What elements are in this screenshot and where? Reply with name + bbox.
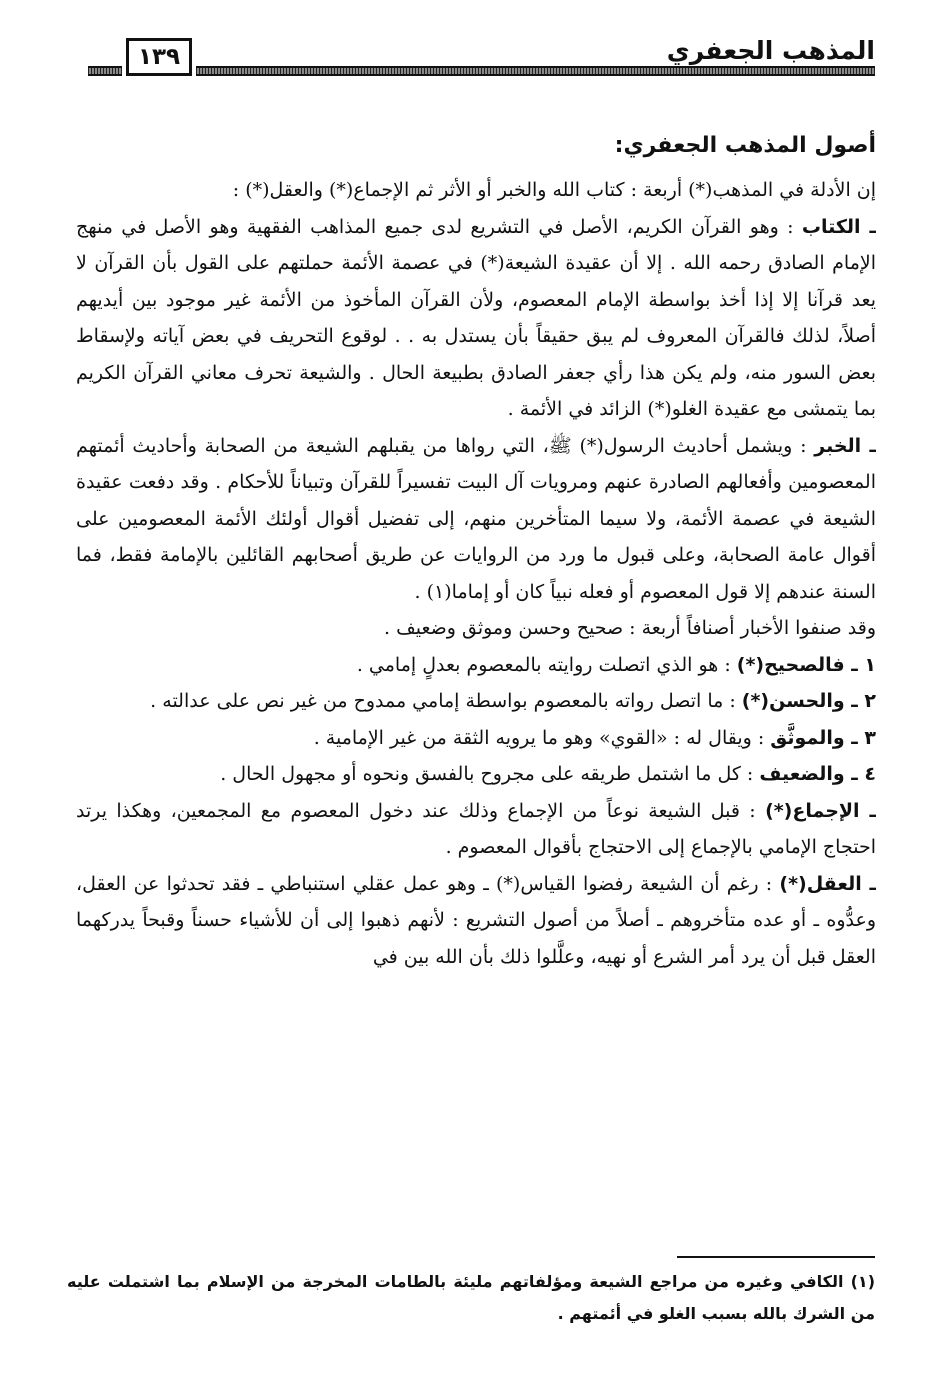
header-rule — [88, 66, 875, 76]
paragraph: ٢ ـ والحسن(*) : ما اتصل رواته بالمعصوم بواسطة إمامي ممدوح من غير نص على عدالته . — [150, 690, 876, 712]
paragraph: ـ الإجماع(*) : قبل الشيعة نوعاً من الإجماع وذلك عند دخول المعصوم مع المجمعين، وهكذا يرتد احتجاج الإمامي بالإجماع إلى الاحتجاج بأقوال المعصوم . — [76, 799, 876, 858]
running-title: المذهب الجعفري — [666, 36, 875, 65]
section-heading: أصول المذهب الجعفري: — [614, 133, 876, 158]
paragraph: ١ ـ فالصحيح(*) : هو الذي اتصلت روايته بالمعصوم بعدلٍ إمامي . — [356, 653, 876, 676]
page-number: ١٣٩ — [126, 38, 192, 76]
paragraph: إن الأدلة في المذهب(*) أربعة : كتاب الله والخبر أو الأثر ثم الإجماع(*) والعقل(*) : — [232, 179, 876, 201]
paragraph: ـ العقل(*) : رغم أن الشيعة رفضوا القياس(*) ـ وهو عمل عقلي استنباطي ـ فقد تحدثوا عن العقل، وعدُّوه ـ أو عده متأخروهم ـ أصلاً من أصول التشريع : لأنهم ذهبوا إلى أن للأشياء حسناً وقبحاً يدركهما العقل قبل أن يرد أمر الشرع أو نهيه، وعلَّلوا ذلك بأن الله بين في — [76, 872, 876, 968]
paragraph: ـ الكتاب : وهو القرآن الكريم، الأصل في التشريع لدى جميع المذاهب الفقهية وهو الأصل في منهج الإمام الصادق رحمه الله . إلا أن عقيدة الشيعة(*) في عصمة الأئمة حملتهم على القول بأن القرآن لا يعد قرآنا إلا إذا أخذ بواسطة الإمام المعصوم، ولأن القرآن المأخوذ من الأئمة غير موجود بين أيديهم أصلاً، لذلك فالقرآن المعروف لم يبق حقيقاً بأن يستدل به . . لوقوع التحريف في بعض آياته ولإسقاط بعض السور منه، ولم يكن هذا رأي جعفر الصادق بطبيعة الحال . والشيعة تحرف معاني القرآن الكريم بما يتمشى مع عقيدة الغلو(*) الزائد في الأئمة . — [76, 215, 876, 420]
paragraph: ٤ ـ والضعيف : كل ما اشتمل طريقه على مجروح بالفسق ونحوه أو مجهول الحال . — [220, 763, 876, 785]
paragraph: ٣ ـ والموثَّق : ويقال له : «القوي» وهو ما يرويه الثقة من غير الإمامية . — [313, 726, 876, 749]
paragraph: ـ الخبر : ويشمل أحاديث الرسول(*) ﷺ، التي رواها من يقبلهم الشيعة من الصحابة وأحاديث أئمتهم المعصومين وأفعالهم الصادرة عنهم ومرويات آل البيت تفسيراً للقرآن وتبياناً للأحكام . وقد دفعت عقيدة الشيعة في عصمة الأئمة، ولا سيما المتأخرين منهم، إلى تفضيل أقوال أولئك الأئمة المعصومين على أقوال عامة الصحابة، وعلى قبول ما ورد من الروايات عن طريق أصحابهم القائلين بالإمامة فقط، فما السنة عندهم إلا قول المعصوم أو فعله نبياً كان أو إماما(١) . — [76, 434, 876, 603]
page-header — [88, 28, 875, 88]
page-body — [76, 126, 876, 1246]
footnote: (١) الكافي وغيره من مراجع الشيعة ومؤلفاتهم مليئة بالطامات المخرجة من الإسلام بما اشتملت عليه من الشرك بالله بسبب الغلو في أئمتهم . — [67, 1272, 875, 1323]
paragraph: وقد صنفوا الأخبار أصنافاً أربعة : صحيح وحسن وموثق وضعيف . — [383, 617, 876, 639]
footnote-rule — [677, 1256, 875, 1258]
